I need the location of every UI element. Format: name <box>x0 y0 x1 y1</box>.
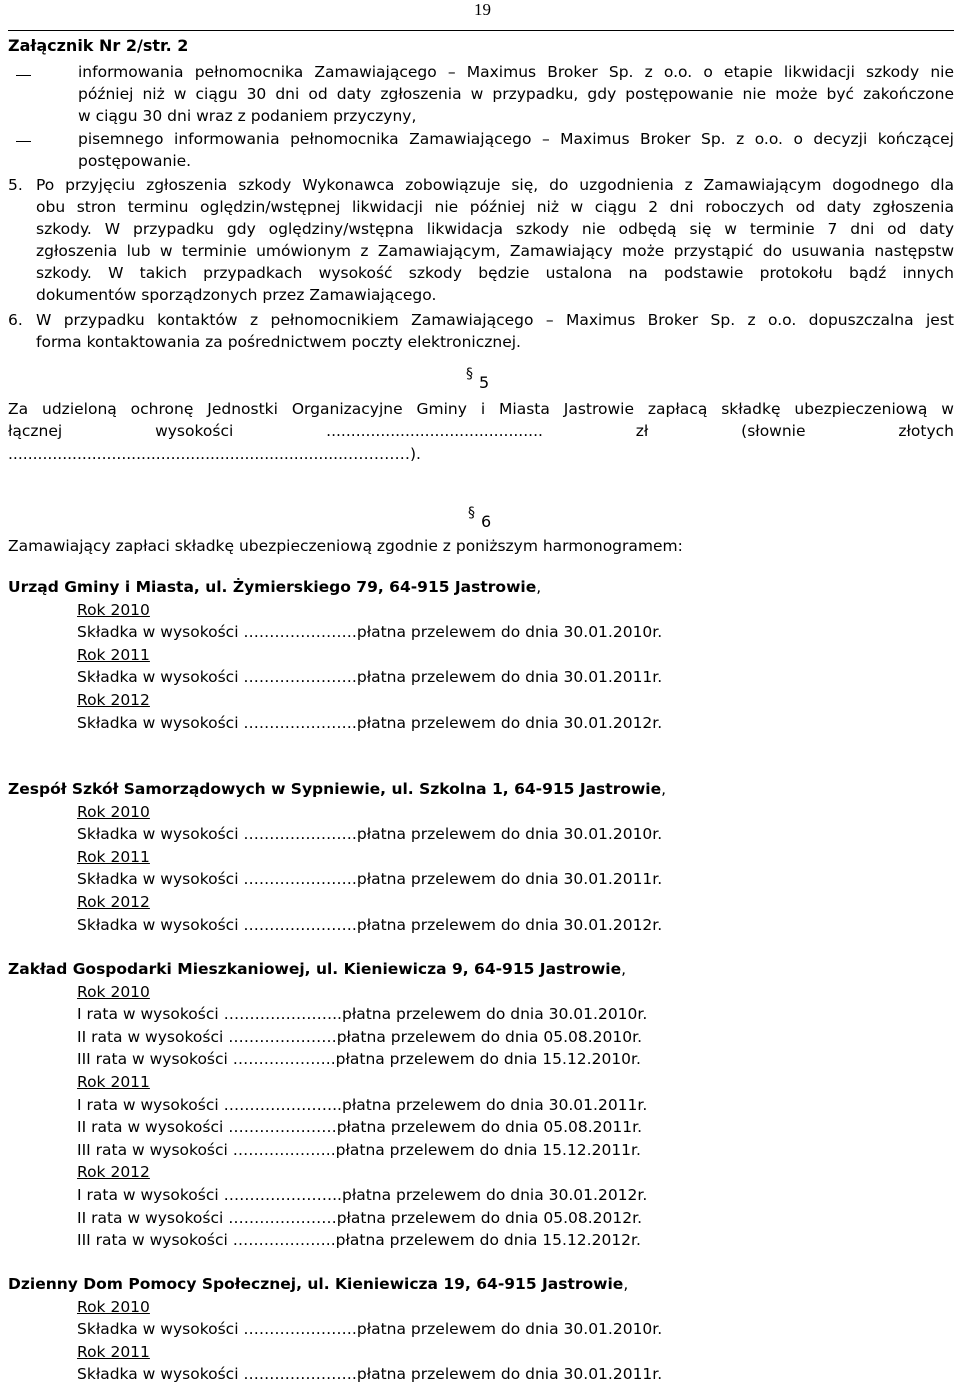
year-label: Rok 2010 <box>77 1298 150 1316</box>
bullet-line: postępowanie. <box>78 152 192 170</box>
section-5-line: łącznej wysokości ............................................ zł (słownie złotych <box>8 422 954 440</box>
payment-line: Składka w wysokości ………………….płatna przelewem do dnia 30.01.2010r. <box>77 825 663 843</box>
payment-line: Składka w wysokości ………………….płatna przelewem do dnia 30.01.2012r. <box>77 916 663 934</box>
section-sign: § <box>468 505 475 521</box>
unit-suffix: , <box>661 780 667 798</box>
unit-name: Zespół Szkół Samorządowych w Sypniewie, ul. Szkolna 1, 64-915 Jastrowie <box>8 780 662 798</box>
item-line: dokumentów sporządzonych przez Zamawiającego. <box>36 286 437 304</box>
payment-line: III rata w wysokości ………………..płatna przelewem do dnia 15.12.2011r. <box>77 1141 641 1159</box>
document-header: Załącznik Nr 2/str. 2 <box>8 36 189 55</box>
bullet-line: informowania pełnomocnika Zamawiającego – Maximus Broker Sp. z o.o. o etapie likwidacji szkody nie <box>78 63 954 81</box>
payment-line: Składka w wysokości ………………….płatna przelewem do dnia 30.01.2010r. <box>77 623 663 641</box>
item-line: obu stron terminu oględzin/wstępnej likwidacji nie później niż w ciągu 2 dni roboczych od daty zgłoszenia <box>36 198 954 216</box>
year-label: Rok 2012 <box>77 893 150 911</box>
payment-line: II rata w wysokości …………………płatna przelewem do dnia 05.08.2011r. <box>77 1118 642 1136</box>
item-line: forma kontaktowania za pośrednictwem poczty elektronicznej. <box>36 333 521 351</box>
unit-heading <box>8 780 666 798</box>
bullet-dash <box>16 75 31 76</box>
section-5-line: .....................................................................…………). <box>8 445 421 463</box>
year-label: Rok 2011 <box>77 646 150 664</box>
bullet-line: pisemnego informowania pełnomocnika Zamawiającego – Maximus Broker Sp. z o.o. o decyzji kończącej <box>78 130 954 148</box>
year-label: Rok 2011 <box>77 848 150 866</box>
payment-line: I rata w wysokości …………………..płatna przelewem do dnia 30.01.2011r. <box>77 1096 648 1114</box>
unit-suffix: , <box>536 578 542 596</box>
payment-line: I rata w wysokości …………………..płatna przelewem do dnia 30.01.2012r. <box>77 1186 648 1204</box>
item-line: zgłoszenia lub w terminie umówionym z Zamawiającym, Zamawiający może przystąpić do usuwania następstw <box>36 242 954 260</box>
item-number: 5. <box>8 176 23 194</box>
payment-line: Składka w wysokości ………………….płatna przelewem do dnia 30.01.2011r. <box>77 668 663 686</box>
year-label: Rok 2010 <box>77 803 150 821</box>
year-label: Rok 2011 <box>77 1073 150 1091</box>
bullet-line: później niż w ciągu 30 dni od daty zgłoszenia w przypadku, gdy postępowanie nie może być zakończone <box>78 85 954 103</box>
payment-line: III rata w wysokości ………………..płatna przelewem do dnia 15.12.2010r. <box>77 1050 641 1068</box>
year-label: Rok 2010 <box>77 601 150 619</box>
payment-line: Składka w wysokości ………………….płatna przelewem do dnia 30.01.2011r. <box>77 1365 663 1383</box>
header-rule <box>8 30 954 31</box>
section-number: 5 <box>479 373 490 392</box>
section-6-intro: Zamawiający zapłaci składkę ubezpieczeniową zgodnie z poniższym harmonogramem: <box>8 537 683 555</box>
section-sign: § <box>466 366 473 382</box>
section-6-heading <box>468 505 492 531</box>
payment-line: Składka w wysokości ………………….płatna przelewem do dnia 30.01.2011r. <box>77 870 663 888</box>
year-label: Rok 2010 <box>77 983 150 1001</box>
page-number: 19 <box>474 0 491 19</box>
section-5-line: Za udzieloną ochronę Jednostki Organizacyjne Gminy i Miasta Jastrowie zapłacą składkę ubezpieczeniową w <box>8 400 954 418</box>
year-label: Rok 2012 <box>77 1163 150 1181</box>
item-number: 6. <box>8 311 23 329</box>
item-line: Po przyjęciu zgłoszenia szkody Wykonawca zobowiązuje się, do uzgodnienia z Zamawiającym dogodnego dla <box>36 176 954 194</box>
bullet-dash <box>16 141 31 142</box>
unit-name: Urząd Gminy i Miasta, ul. Żymierskiego 79, 64-915 Jastrowie <box>8 578 537 596</box>
unit-heading <box>8 578 541 596</box>
item-line: szkody. W takich przypadkach wysokość szkody będzie ustalona na podstawie protokołu bądź innych <box>36 264 954 282</box>
unit-heading <box>8 1275 628 1293</box>
year-label: Rok 2012 <box>77 691 150 709</box>
item-line: W przypadku kontaktów z pełnomocnikiem Zamawiającego – Maximus Broker Sp. z o.o. dopuszczalna jest <box>36 311 954 329</box>
unit-suffix: , <box>621 960 627 978</box>
payment-line: II rata w wysokości …………………płatna przelewem do dnia 05.08.2010r. <box>77 1028 642 1046</box>
unit-name: Dzienny Dom Pomocy Społecznej, ul. Kieniewicza 19, 64-915 Jastrowie <box>8 1275 624 1293</box>
payment-line: III rata w wysokości ………………..płatna przelewem do dnia 15.12.2012r. <box>77 1231 641 1249</box>
section-number: 6 <box>481 512 492 531</box>
payment-line: Składka w wysokości ………………….płatna przelewem do dnia 30.01.2012r. <box>77 714 663 732</box>
payment-line: Składka w wysokości ………………….płatna przelewem do dnia 30.01.2010r. <box>77 1320 663 1338</box>
bullet-line: w ciągu 30 dni wraz z podaniem przyczyny, <box>78 107 417 125</box>
section-5-heading <box>466 366 490 392</box>
item-line: szkody. W przypadku gdy oględziny/wstępna likwidacja szkody nie odbędą się w terminie 7 dni od daty <box>36 220 954 238</box>
payment-line: II rata w wysokości …………………płatna przelewem do dnia 05.08.2012r. <box>77 1209 642 1227</box>
payment-line: I rata w wysokości …………………..płatna przelewem do dnia 30.01.2010r. <box>77 1005 648 1023</box>
unit-name: Zakład Gospodarki Mieszkaniowej, ul. Kieniewicza 9, 64-915 Jastrowie <box>8 960 622 978</box>
unit-suffix: , <box>623 1275 629 1293</box>
unit-heading <box>8 960 626 978</box>
year-label: Rok 2011 <box>77 1343 150 1361</box>
